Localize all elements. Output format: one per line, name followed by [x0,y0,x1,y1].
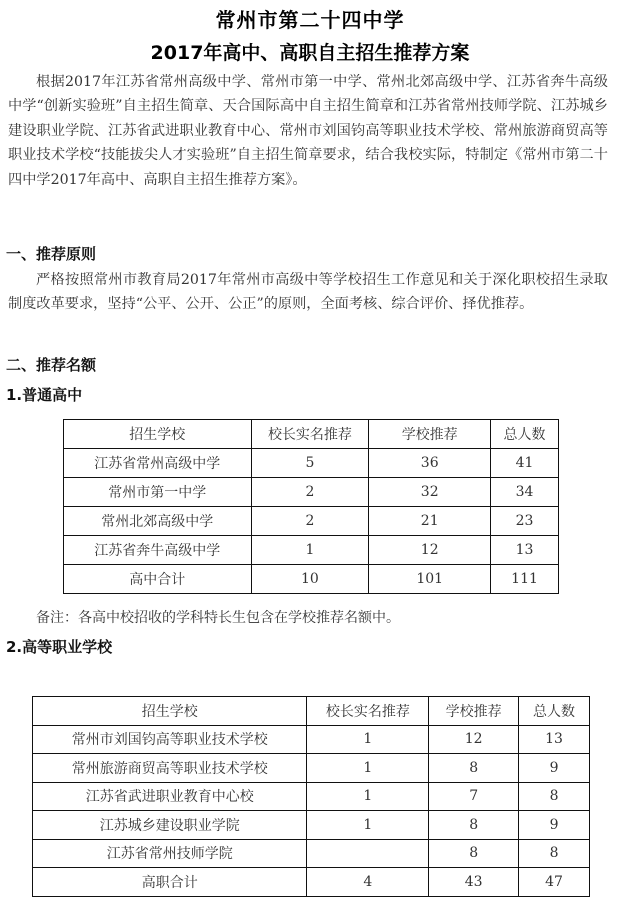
table-total-row [64,565,559,594]
table-row [33,839,590,868]
total-cell: 13 [491,536,559,565]
school-name-cell: 江苏省奔牛高级中学 [64,536,252,565]
school-name-cell: 常州旅游商贸高等职业技术学校 [33,754,307,783]
table-header-row [64,420,559,449]
school-recommend-cell: 7 [429,782,519,811]
table-row [64,449,559,478]
school-name-cell: 常州市刘国钧高等职业技术学校 [33,725,307,754]
table-note: 备注：各高中校招收的学科特长生包含在学校推荐名额中。 [36,610,400,626]
total-cell: 9 [519,754,590,783]
table-row [33,725,590,754]
total-cell: 111 [491,565,559,594]
principal-recommend-cell: 4 [307,868,429,897]
principal-recommend-cell: 10 [251,565,369,594]
section-heading-principles: 一、推荐原则 [6,245,97,263]
school-recommend-cell: 8 [429,754,519,783]
total-cell: 9 [519,811,590,840]
table-row [64,478,559,507]
table-header-cell: 学校推荐 [369,420,491,449]
table-row [64,536,559,565]
table-row [33,782,590,811]
school-name-cell: 江苏省武进职业教育中心校 [33,782,307,811]
table-header-cell: 招生学校 [33,697,307,726]
total-cell: 47 [519,868,590,897]
principles-paragraph: 严格按照常州市教育局2017年常州市高级中等学校招生工作意见和关于深化职校招生录取制度改革要求，坚持“公平、公开、公正”的原则，全面考核、综合评价、择优推荐。 [8,272,608,313]
school-name-cell: 常州北郊高级中学 [64,507,252,536]
school-recommend-cell: 12 [369,536,491,565]
table-header-cell: 总人数 [491,420,559,449]
table-row [33,811,590,840]
table-header-cell: 总人数 [519,697,590,726]
total-cell: 8 [519,782,590,811]
total-cell: 13 [519,725,590,754]
school-recommend-cell: 32 [369,478,491,507]
principal-recommend-cell: 2 [251,478,369,507]
school-recommend-cell: 21 [369,507,491,536]
table-row [64,507,559,536]
high-school-quota-table [63,419,559,594]
school-recommend-cell: 101 [369,565,491,594]
school-recommend-cell: 12 [429,725,519,754]
principal-recommend-cell: 5 [251,449,369,478]
document-title-school: 常州市第二十四中学 [215,8,405,32]
document-title-plan: 2017年高中、高职自主招生推荐方案 [150,42,470,64]
principal-recommend-cell: 1 [251,536,369,565]
table-header-cell: 学校推荐 [429,697,519,726]
school-name-cell: 高中合计 [64,565,252,594]
table-row [33,754,590,783]
school-recommend-cell: 8 [429,839,519,868]
school-name-cell: 高职合计 [33,868,307,897]
total-cell: 23 [491,507,559,536]
principal-recommend-cell: 1 [307,754,429,783]
table-header-cell: 招生学校 [64,420,252,449]
total-cell: 8 [519,839,590,868]
principal-recommend-cell [307,839,429,868]
school-recommend-cell: 8 [429,811,519,840]
school-recommend-cell: 43 [429,868,519,897]
table-header-cell: 校长实名推荐 [307,697,429,726]
vocational-quota-table [32,696,590,897]
subsection-heading-high-school: 1.普通高中 [6,386,83,404]
subsection-heading-vocational: 2.高等职业学校 [6,638,113,656]
total-cell: 41 [491,449,559,478]
principal-recommend-cell: 2 [251,507,369,536]
principal-recommend-cell: 1 [307,811,429,840]
school-name-cell: 江苏城乡建设职业学院 [33,811,307,840]
intro-paragraph: 根据2017年江苏省常州高级中学、常州市第一中学、常州北郊高级中学、江苏省奔牛高级中学“创新实验班”自主招生简章、天合国际高中自主招生简章和江苏省常州技师学院、江苏城乡建设职业学院、江苏省武进职业教育中心、常州市刘国钧高等职业技术学校、常州旅游商贸高等职业技术学校“技能拔尖人才实验班”自主招生简章要求，结合我校实际，特制定《常州市第二十四中学2017年高中、高职自主招生推荐方案》。 [8,74,608,188]
table-header-cell: 校长实名推荐 [251,420,369,449]
principal-recommend-cell: 1 [307,725,429,754]
school-name-cell: 江苏省常州高级中学 [64,449,252,478]
school-name-cell: 常州市第一中学 [64,478,252,507]
section-heading-quota: 二、推荐名额 [6,356,97,374]
school-recommend-cell: 36 [369,449,491,478]
total-cell: 34 [491,478,559,507]
table-total-row [33,868,590,897]
school-name-cell: 江苏省常州技师学院 [33,839,307,868]
table-header-row [33,697,590,726]
principal-recommend-cell: 1 [307,782,429,811]
